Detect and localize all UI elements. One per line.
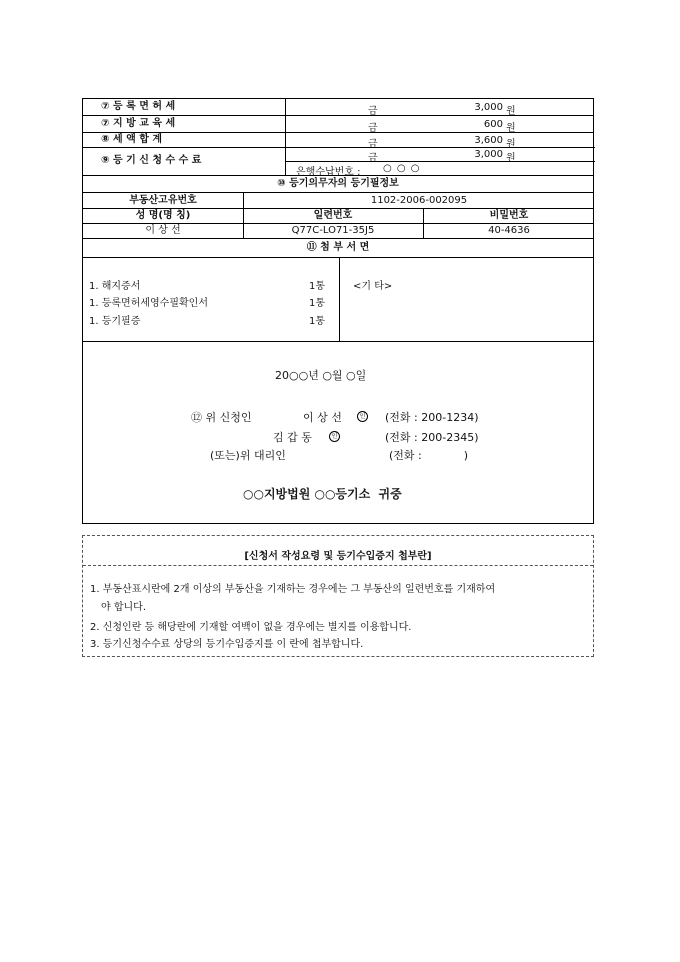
currency-mark: 금: [368, 106, 378, 117]
divider: [285, 147, 595, 148]
court-addressee: ○○지방법원 ○○등기소 귀중: [243, 487, 402, 501]
divider: [83, 208, 593, 209]
application-date: 20○○년 ○월 ○일: [275, 369, 367, 382]
tax-total-label: ⑧ 세 액 합 계: [101, 134, 163, 145]
registration-license-tax-amount: 3,000: [474, 102, 503, 113]
agent-label: (또는)위 대리인: [210, 449, 286, 462]
instruction-line: 야 합니다.: [101, 602, 146, 613]
attachment-item: 1. 등록면허세영수필확인서: [89, 298, 208, 309]
currency-mark: 금: [368, 153, 378, 164]
applicant2-name: 김 갑 동: [273, 431, 312, 444]
bank-receipt-label: 은행수납번호 :: [296, 167, 361, 178]
property-id-label: 부동산고유번호: [129, 195, 197, 206]
divider: [83, 223, 593, 224]
serial-number: Q77C-LO71-35J5: [291, 225, 375, 236]
divider: [83, 257, 593, 258]
attachments-title: ⑪ 첨 부 서 면: [306, 242, 370, 253]
divider: [83, 132, 593, 133]
instruction-line: 1. 부동산표시란에 2개 이상의 부동산을 기재하는 경우에는 그 부동산의 일련번호를 기재하여: [90, 584, 496, 595]
divider: [83, 115, 593, 116]
registration-license-tax-label: ⑦ 등 록 면 허 세: [101, 101, 176, 112]
divider: [83, 192, 593, 193]
property-id-value: 1102-2006-002095: [370, 195, 468, 206]
won-unit: 원: [506, 123, 516, 134]
won-unit: 원: [506, 153, 516, 164]
application-fee-amount: 3,000: [474, 149, 503, 160]
name-header: 성 명(명 칭): [135, 210, 191, 221]
divider: [83, 341, 593, 342]
tax-total-amount: 3,600: [474, 135, 503, 146]
attachment-count: 1통: [309, 316, 326, 327]
instructions-title: [신청서 작성요령 및 등기수입증지 첩부란]: [244, 551, 432, 562]
instruction-line: 3. 등기신청수수료 상당의 등기수입증지를 이 란에 첩부합니다.: [90, 639, 364, 650]
applicant2-phone: (전화 : 200-2345): [385, 431, 479, 444]
applicant-prefix: ⑫ 위 신청인: [191, 411, 252, 424]
serial-header: 일련번호: [313, 210, 353, 221]
column-divider: [339, 257, 340, 341]
attachment-count: 1통: [309, 298, 326, 309]
divider: [285, 161, 595, 162]
obligor-info-title: ⑩ 등기의무자의 등기필정보: [277, 178, 399, 189]
divider: [83, 147, 285, 148]
applicant1-phone: (전화 : 200-1234): [385, 411, 479, 424]
agent-phone: (전화 : ): [389, 449, 468, 462]
seal-mark: 인: [357, 411, 368, 422]
local-education-tax-label: ⑦ 지 방 교 육 세: [101, 118, 176, 129]
divider: [83, 238, 593, 239]
attachment-item: 1. 해지증서: [89, 281, 141, 292]
column-divider: [243, 192, 244, 238]
currency-mark: 금: [368, 139, 378, 150]
divider: [83, 175, 593, 176]
dashed-divider: [83, 565, 593, 566]
instruction-line: 2. 신청인란 등 해당란에 기재할 여백이 없을 경우에는 별지를 이용합니다.: [90, 622, 412, 633]
currency-mark: 금: [368, 123, 378, 134]
won-unit: 원: [506, 139, 516, 150]
column-divider: [285, 99, 286, 175]
other-label: <기 타>: [353, 281, 393, 292]
seal-mark: 인: [329, 431, 340, 442]
application-fee-label: ⑨ 등 기 신 청 수 수 료: [101, 155, 202, 166]
password-header: 비밀번호: [489, 210, 529, 221]
column-divider: [423, 208, 424, 238]
attachment-count: 1통: [309, 281, 326, 292]
obligor-name: 이 상 선: [145, 225, 181, 236]
applicant1-name: 이 상 선: [303, 411, 342, 424]
attachment-item: 1. 등기필증: [89, 316, 141, 327]
registration-application-form: [82, 98, 594, 524]
bank-receipt-value: ○ ○ ○: [383, 163, 421, 174]
won-unit: 원: [506, 106, 516, 117]
instructions-box: [82, 535, 594, 657]
local-education-tax-amount: 600: [483, 119, 503, 130]
password-value: 40-4636: [488, 225, 530, 236]
